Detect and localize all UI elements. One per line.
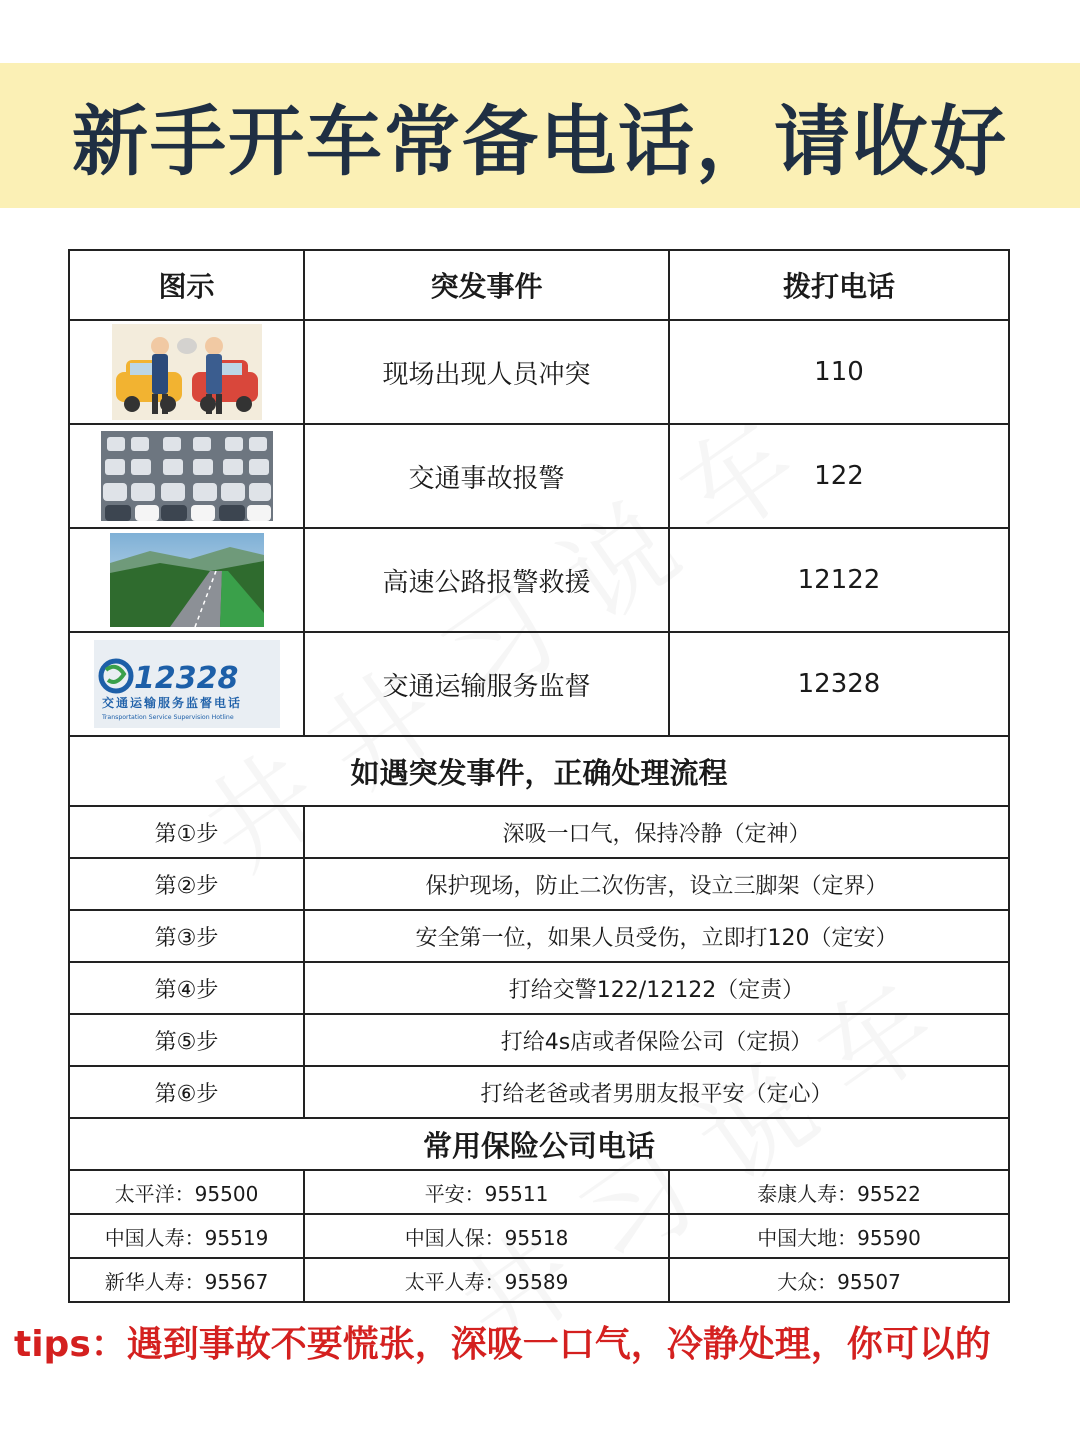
insurance-cell: 新华人寿：95567 [69,1258,304,1302]
phone-cell: 122 [669,424,1009,528]
title-banner [0,63,1080,208]
tips-text: tips：遇到事故不要慌张，深吸一口气，冷静处理，你可以的 [14,1324,991,1365]
phone-cell: 12328 [669,632,1009,736]
phone-cell: 12122 [669,528,1009,632]
insurance-cell: 平安：95511 [304,1170,669,1214]
step-text: 打给老爸或者男朋友报平安（定心） [304,1066,1009,1118]
step-text: 打给交警122/12122（定责） [304,962,1009,1014]
illustration-cell [69,528,304,632]
insurance-cell: 泰康人寿：95522 [669,1170,1009,1214]
insurance-cell: 中国人保：95518 [304,1214,669,1258]
insurance-row [69,1170,1009,1214]
traffic-jam-image [101,431,273,521]
step-text: 深吸一口气，保持冷静（定神） [304,806,1009,858]
step-row [69,1066,1009,1118]
insurance-title-row [69,1118,1009,1170]
header-illustration: 图示 [69,250,304,320]
step-label: 第⑤步 [69,1014,304,1066]
step-text: 打给4s店或者保险公司（定损） [304,1014,1009,1066]
insurance-cell: 大众：95507 [669,1258,1009,1302]
insurance-row [69,1258,1009,1302]
header-phone: 拨打电话 [669,250,1009,320]
step-row [69,858,1009,910]
step-text: 安全第一位，如果人员受伤，立即打120（定安） [304,910,1009,962]
logo-cn-text: 交通运输服务监督电话 [101,696,242,710]
event-cell: 交通事故报警 [304,424,669,528]
logo-number: 12328 [133,661,238,696]
insurance-title: 常用保险公司电话 [69,1118,1009,1170]
illustration-cell [69,632,304,736]
process-title-row [69,736,1009,806]
step-row [69,962,1009,1014]
step-row [69,1014,1009,1066]
table-row [69,632,1009,736]
table-header-row [69,250,1009,320]
emergency-phone-table [68,249,1010,1303]
illustration-cell [69,320,304,424]
step-label: 第②步 [69,858,304,910]
insurance-cell: 中国大地：95590 [669,1214,1009,1258]
header-event: 突发事件 [304,250,669,320]
event-cell: 交通运输服务监督 [304,632,669,736]
table-row [69,528,1009,632]
highway-image [110,533,264,627]
phone-cell: 110 [669,320,1009,424]
event-cell: 现场出现人员冲突 [304,320,669,424]
insurance-cell: 中国人寿：95519 [69,1214,304,1258]
process-title: 如遇突发事件，正确处理流程 [69,736,1009,806]
table-row [69,320,1009,424]
table-row [69,424,1009,528]
step-text: 保护现场，防止二次伤害，设立三脚架（定界） [304,858,1009,910]
logo-en-text: Transportation Service Supervision Hotline [101,714,234,721]
insurance-cell: 太平洋：95500 [69,1170,304,1214]
step-row [69,806,1009,858]
step-label: 第④步 [69,962,304,1014]
step-label: 第⑥步 [69,1066,304,1118]
event-cell: 高速公路报警救援 [304,528,669,632]
car-accident-argument-image [112,324,262,420]
insurance-row [69,1214,1009,1258]
step-label: 第③步 [69,910,304,962]
step-label: 第①步 [69,806,304,858]
insurance-cell: 太平人寿：95589 [304,1258,669,1302]
12328-logo [94,640,280,728]
step-row [69,910,1009,962]
illustration-cell [69,424,304,528]
page-title: 新手开车常备电话，请收好 [72,97,1008,186]
